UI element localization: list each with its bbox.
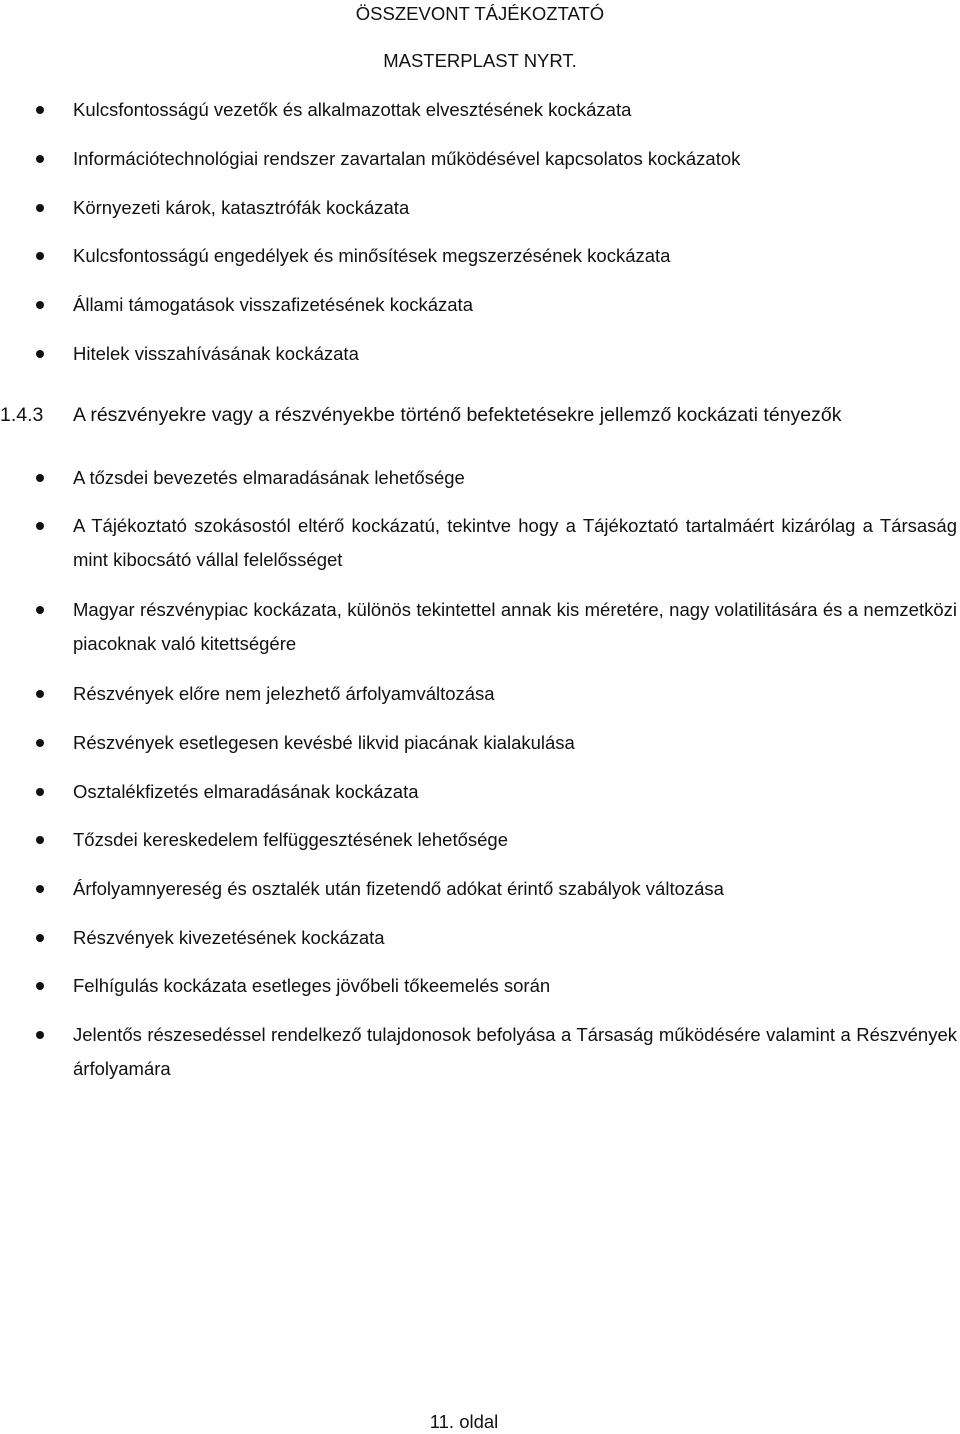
bullet-icon bbox=[36, 606, 44, 614]
bullet-icon bbox=[36, 690, 44, 698]
company-name: MASTERPLAST NYRT. bbox=[383, 50, 577, 71]
bullet-icon bbox=[36, 982, 44, 990]
bullet-icon bbox=[36, 1031, 44, 1039]
bullet-icon bbox=[36, 350, 44, 358]
bullet-icon bbox=[36, 252, 44, 260]
bullet-icon bbox=[36, 522, 44, 530]
bullet-icon bbox=[36, 934, 44, 942]
bullet-icon bbox=[36, 739, 44, 747]
bullet-icon bbox=[36, 301, 44, 309]
bullet-icon bbox=[36, 836, 44, 844]
bullet-icon bbox=[36, 155, 44, 163]
bullet-icon bbox=[36, 106, 44, 114]
bullet-icon bbox=[36, 788, 44, 796]
section-title: A részvényekre vagy a részvényekbe történő befektetésekre jellemző kockázati tényezők bbox=[73, 404, 842, 426]
document-title: ÖSSZEVONT TÁJÉKOZTATÓ bbox=[355, 3, 605, 24]
section-number: 1.4.3 bbox=[0, 404, 44, 426]
bullet-icon bbox=[36, 474, 44, 482]
page-number: 11. oldal bbox=[429, 1411, 499, 1432]
bullet-icon bbox=[36, 885, 44, 893]
bullet-icon bbox=[36, 204, 44, 212]
